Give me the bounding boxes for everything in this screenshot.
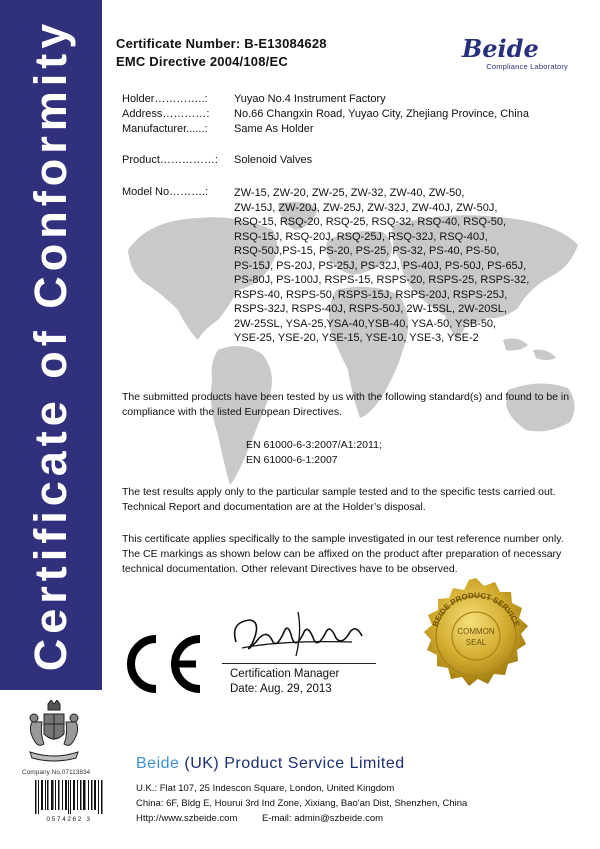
- results-statement: [122, 485, 584, 515]
- holder-label: Holder…………..:: [122, 93, 208, 105]
- seal-top-text: BEIDE PRODUCT SERVICE: [430, 590, 522, 628]
- brand-rest: (UK) Product Service Limited: [179, 755, 405, 772]
- model-line: RSPS-40, RSPS-50, RSPS-15J, RSPS-20J, RSPS-25J,: [234, 288, 508, 301]
- barcode-number: 0574262 3: [46, 816, 92, 823]
- manufacturer-value: Same As Holder: [234, 123, 314, 135]
- model-line: 2W-25SL, YSA-25,YSA-40,YSB-40, YSA-50, YSB-50,: [234, 317, 497, 330]
- holder-value: Yuyao No.4 Instrument Factory: [234, 93, 386, 105]
- model-line: RSQ-50J,PS-15, PS-20, PS-25, PS-32, PS-40, PS-50,: [234, 245, 500, 257]
- signature-date: Date: Aug. 29, 2013: [230, 683, 332, 695]
- uk-address: U.K.: Flat 107, 25 Indescon Square, London, United Kingdom: [136, 783, 395, 794]
- website-link[interactable]: Http://www.szbeide.com: [136, 813, 238, 824]
- product-label: Product……………:: [122, 154, 218, 166]
- logo-subtitle: Compliance Laboratory: [486, 62, 568, 71]
- china-address: China: 6F, Bldg E, Hourui 3rd Ind Zone, Xixiang, Bao'an Dist, Shenzhen, China: [136, 798, 468, 809]
- statement-line: The CE markings as shown below can be affixed on the product after preparation of necessary: [122, 548, 562, 560]
- company-number: Company No.07113834: [22, 769, 91, 776]
- beide-logo: [462, 36, 574, 71]
- signature-icon: [222, 602, 382, 664]
- model-label: Model No……….:: [122, 186, 209, 198]
- model-line: ZW-15, ZW-20, ZW-25, ZW-32, ZW-40, ZW-50,: [234, 187, 465, 199]
- certificate-number: Certificate Number: B-E13084628: [116, 36, 327, 51]
- statement-line: technical documentation. Other relevant Directives have to be observed.: [122, 563, 458, 575]
- manufacturer-label: Manufacturer......:: [122, 123, 208, 135]
- sidebar-band: [0, 0, 102, 690]
- brand-name: Beide: [136, 755, 180, 772]
- certificate-title-vertical: Certificate of Conformity: [25, 18, 76, 672]
- statement-line: This certificate applies specifically to the sample investigated in our test reference number only.: [122, 533, 564, 545]
- royal-crest-icon: [26, 700, 82, 766]
- address-label: Address…………:: [122, 108, 210, 120]
- address-value: No.66 Changxin Road, Yuyao City, Zhejiang Province, China: [234, 108, 529, 120]
- ce-mark-icon: [120, 633, 206, 695]
- model-line: RSQ-15, RSQ-20, RSQ-25, RSQ-32, RSQ-40, RSQ-50,: [234, 216, 507, 228]
- email-link[interactable]: E-mail: admin@szbeide.com: [262, 813, 384, 824]
- product-value: Solenoid Valves: [234, 154, 313, 166]
- model-line: PS-80J, PS-100J, RSPS-15, RSPS-20, RSPS-25, RSPS-32,: [234, 274, 530, 286]
- signature-line: [222, 663, 376, 664]
- barcode-icon: [34, 780, 104, 816]
- seal-center-text: COMMON: [457, 627, 495, 636]
- model-line: YSE-25, YSE-20, YSE-15, YSE-10, YSE-3, YSE-2: [234, 332, 479, 344]
- statement-line: compliance with the listed European Directives.: [122, 406, 343, 418]
- model-line: PS-15J, PS-20J, PS-25J, PS-32J, PS-40J, PS-50J, PS-65J,: [234, 259, 527, 272]
- directive-title: EMC Directive 2004/108/EC: [116, 54, 288, 69]
- signature-title: Certification Manager: [230, 668, 340, 680]
- model-line: RSQ-15J, RSQ-20J, RSQ-25J, RSQ-32J, RSQ-40J,: [234, 230, 488, 243]
- statement-line: The test results apply only to the particular sample tested and to the specific tests carried out.: [122, 486, 556, 498]
- standard-item: EN 61000-6-1:2007: [246, 454, 338, 466]
- model-line: RSPS-32J, RSPS-40J, RSPS-50J, 2W-15SL, 2W-20SL,: [234, 303, 507, 315]
- tested-statement: [122, 390, 584, 420]
- logo-name: Beide: [462, 34, 539, 63]
- model-list: [234, 186, 584, 346]
- model-line: ZW-15J, ZW-20J, ZW-25J, ZW-32J, ZW-40J, ZW-50J,: [234, 201, 498, 214]
- standards-list: [246, 438, 382, 468]
- statement-line: Technical Report and documentation are at the Holder’s disposal.: [122, 501, 426, 513]
- standard-item: EN 61000-6-3:2007/A1:2011;: [246, 439, 382, 451]
- applies-statement: [122, 532, 584, 577]
- statement-line: The submitted products have been tested by us with the following standard(s) and found to be in: [122, 391, 570, 403]
- seal-center-text: SEAL: [465, 638, 487, 647]
- gold-seal-icon: [414, 576, 538, 700]
- company-brand: [136, 755, 405, 773]
